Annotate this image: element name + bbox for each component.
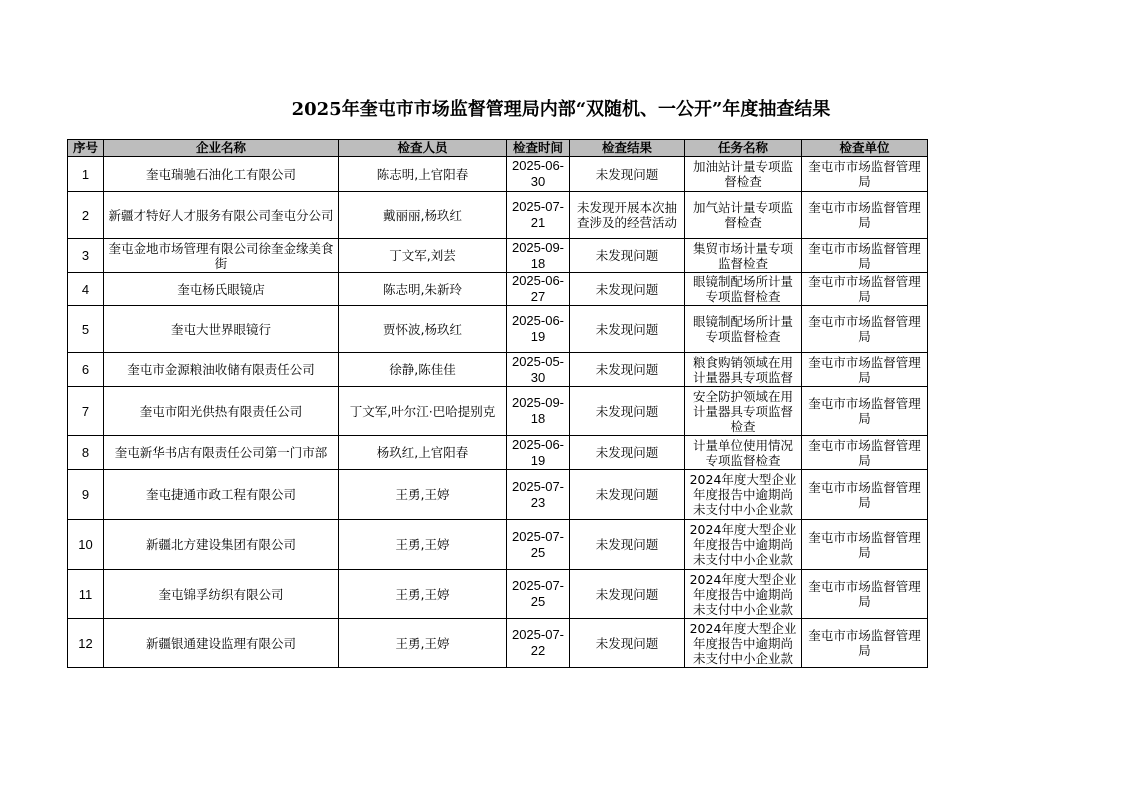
inspection-date: 2025-07-23 [507,470,570,520]
results-table [67,139,928,668]
task-name: 2024年度大型企业年度报告中逾期尚未支付中小企业款 [685,570,802,619]
inspection-unit: 奎屯市市场监督管理局 [802,353,928,387]
company-name: 奎屯锦孚纺织有限公司 [104,570,339,619]
column-header: 序号 [68,140,104,157]
task-name: 计量单位使用情况专项监督检查 [685,436,802,470]
company-name: 奎屯杨氏眼镜店 [104,273,339,306]
inspection-unit: 奎屯市市场监督管理局 [802,192,928,239]
company-name: 新疆北方建设集团有限公司 [104,520,339,570]
task-name: 集贸市场计量专项监督检查 [685,239,802,273]
inspection-result: 未发现问题 [570,306,685,353]
column-header: 检查结果 [570,140,685,157]
table-row [68,470,928,520]
inspectors: 陈志明,上官阳春 [339,157,507,192]
company-name: 奎屯市金源粮油收储有限责任公司 [104,353,339,387]
inspectors: 杨玖红,上官阳春 [339,436,507,470]
inspection-unit: 奎屯市市场监督管理局 [802,157,928,192]
task-name: 加油站计量专项监督检查 [685,157,802,192]
task-name: 眼镜制配场所计量专项监督检查 [685,273,802,306]
column-header: 检查人员 [339,140,507,157]
row-number: 4 [68,273,104,306]
inspectors: 王勇,王婷 [339,570,507,619]
column-header: 任务名称 [685,140,802,157]
table-row [68,353,928,387]
company-name: 新疆银通建设监理有限公司 [104,619,339,668]
company-name: 奎屯新华书店有限责任公司第一门市部 [104,436,339,470]
table-row [68,157,928,192]
inspection-date: 2025-06-19 [507,306,570,353]
inspection-date: 2025-07-25 [507,570,570,619]
task-name: 粮食购销领域在用计量器具专项监督 [685,353,802,387]
column-header: 企业名称 [104,140,339,157]
inspection-result: 未发现问题 [570,520,685,570]
inspectors: 徐静,陈佳佳 [339,353,507,387]
inspectors: 丁文军,刘芸 [339,239,507,273]
column-header: 检查时间 [507,140,570,157]
row-number: 2 [68,192,104,239]
inspection-date: 2025-06-30 [507,157,570,192]
table-row [68,387,928,436]
table-row [68,520,928,570]
company-name: 奎屯金地市场管理有限公司徐奎金缘美食街 [104,239,339,273]
inspection-result: 未发现问题 [570,239,685,273]
task-name: 加气站计量专项监督检查 [685,192,802,239]
inspectors: 贾怀波,杨玖红 [339,306,507,353]
task-name: 眼镜制配场所计量专项监督检查 [685,306,802,353]
table-row [68,239,928,273]
inspectors: 陈志明,朱新玲 [339,273,507,306]
inspection-unit: 奎屯市市场监督管理局 [802,470,928,520]
task-name: 2024年度大型企业年度报告中逾期尚未支付中小企业款 [685,470,802,520]
inspection-date: 2025-09-18 [507,387,570,436]
row-number: 7 [68,387,104,436]
inspection-unit: 奎屯市市场监督管理局 [802,273,928,306]
company-name: 奎屯大世界眼镜行 [104,306,339,353]
table-row [68,619,928,668]
page-title: 2025年奎屯市市场监督管理局内部“双随机、一公开”年度抽查结果 [291,99,831,120]
row-number: 10 [68,520,104,570]
inspection-result: 未发现问题 [570,157,685,192]
inspection-date: 2025-06-27 [507,273,570,306]
row-number: 8 [68,436,104,470]
inspectors: 戴丽丽,杨玖红 [339,192,507,239]
inspection-result: 未发现问题 [570,353,685,387]
column-header: 检查单位 [802,140,928,157]
inspectors: 王勇,王婷 [339,470,507,520]
table-row [68,306,928,353]
company-name: 奎屯市阳光供热有限责任公司 [104,387,339,436]
inspection-unit: 奎屯市市场监督管理局 [802,570,928,619]
inspectors: 丁文军,叶尔江·巴哈提别克 [339,387,507,436]
inspection-date: 2025-07-21 [507,192,570,239]
inspection-unit: 奎屯市市场监督管理局 [802,619,928,668]
inspection-unit: 奎屯市市场监督管理局 [802,436,928,470]
inspection-unit: 奎屯市市场监督管理局 [802,306,928,353]
task-name: 2024年度大型企业年度报告中逾期尚未支付中小企业款 [685,520,802,570]
inspection-result: 未发现问题 [570,273,685,306]
table-header-row [68,140,928,157]
inspection-date: 2025-07-25 [507,520,570,570]
task-name: 2024年度大型企业年度报告中逾期尚未支付中小企业款 [685,619,802,668]
table-row [68,273,928,306]
inspection-result: 未发现问题 [570,436,685,470]
inspection-unit: 奎屯市市场监督管理局 [802,239,928,273]
task-name: 安全防护领域在用计量器具专项监督检查 [685,387,802,436]
company-name: 新疆才特好人才服务有限公司奎屯分公司 [104,192,339,239]
row-number: 9 [68,470,104,520]
row-number: 5 [68,306,104,353]
inspection-date: 2025-07-22 [507,619,570,668]
row-number: 3 [68,239,104,273]
inspection-date: 2025-06-19 [507,436,570,470]
inspection-result: 未发现问题 [570,470,685,520]
inspectors: 王勇,王婷 [339,520,507,570]
inspection-result: 未发现问题 [570,619,685,668]
inspection-unit: 奎屯市市场监督管理局 [802,520,928,570]
table-row [68,436,928,470]
row-number: 11 [68,570,104,619]
inspection-date: 2025-05-30 [507,353,570,387]
row-number: 1 [68,157,104,192]
inspectors: 王勇,王婷 [339,619,507,668]
inspection-date: 2025-09-18 [507,239,570,273]
company-name: 奎屯捷通市政工程有限公司 [104,470,339,520]
row-number: 12 [68,619,104,668]
inspection-result: 未发现开展本次抽查涉及的经营活动 [570,192,685,239]
inspection-result: 未发现问题 [570,570,685,619]
row-number: 6 [68,353,104,387]
table-row [68,570,928,619]
company-name: 奎屯瑞驰石油化工有限公司 [104,157,339,192]
inspection-result: 未发现问题 [570,387,685,436]
table-row [68,192,928,239]
inspection-unit: 奎屯市市场监督管理局 [802,387,928,436]
